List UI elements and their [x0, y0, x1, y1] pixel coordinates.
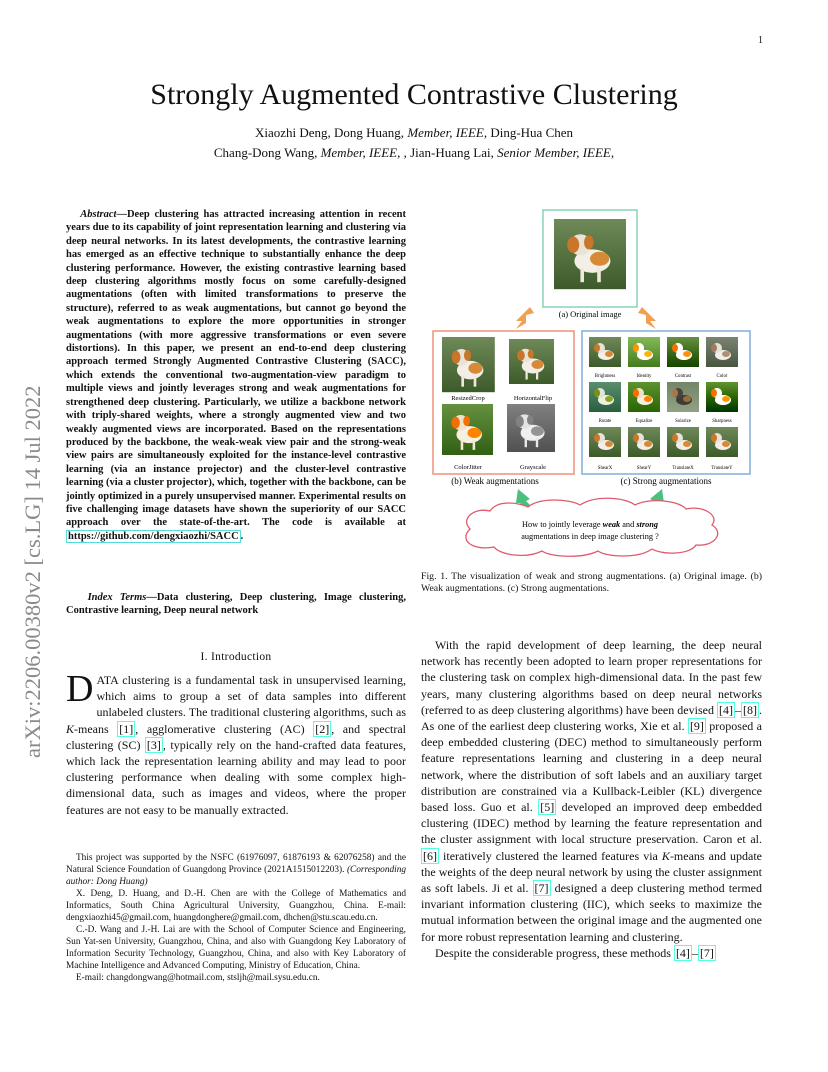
right-column-text: With the rapid development of deep learning, the deep neural network has recently been adopted to learn proper representations for the clustering task on complex high-dimensional data. In the past few years, many clustering algorithms based on deep neural networks (referred to as deep clustering algorithms) have been devised [4] – [8] . As one of the earliest deep clustering works, Xie et al. [9] proposed a deep embedded clustering (DEC) method to simultaneously perform feature representations learning and clustering in a deep neural network, where the distribution of soft labels and an auxiliary target distribution are constrained via a Kullback-Leibler (KL) divergence based loss. Guo et al. [5] developed an improved deep embedded clustering (IDEC) method by learning the feature representation and the cluster assignment with local structure preservation. Caron et al. [6] iteratively clustered the learned features via K-means and update the weights of the deep neural network by using the cluster assignment as soft labels. Ji et al. [7] designed a deep clustering method termed invariant information clustering (IIC), which seeks to maximize the mutual information between the original image and the augmented one for more robust representation learning and clustering. Despite the considerable progress, these methods [4] – [7]	[421, 638, 763, 960]
section-heading: I. Introduction	[200, 651, 272, 663]
question-line2: augmentations in deep image clustering ?	[521, 532, 659, 541]
citation-link[interactable]: [1]	[119, 721, 134, 736]
citation-link[interactable]: [8]	[743, 702, 757, 717]
citation-link[interactable]: [7]	[534, 881, 549, 896]
svg-text:ShearX: ShearX	[597, 466, 613, 471]
svg-text:Sharpness: Sharpness	[712, 419, 732, 424]
citation-link[interactable]: [6]	[423, 848, 437, 863]
svg-text:TranslateY: TranslateY	[711, 466, 733, 471]
original-dog-image	[554, 219, 626, 289]
svg-text:Solarize: Solarize	[675, 419, 691, 424]
question-line1: How to jointly leverage weak and strong	[522, 520, 658, 529]
paper-title: Strongly Augmented Contrastive Clustering	[150, 78, 678, 111]
author-list: Xiaozhi Deng, Dong Huang, Member, IEEE, Ding-Hua Chen Chang-Dong Wang, Member, IEEE, , Jian-Huang Lai, Senior Member, IEEE,	[213, 125, 615, 160]
svg-text:Color: Color	[716, 374, 728, 379]
svg-text:Identity: Identity	[636, 374, 652, 379]
citation-link[interactable]: [4]	[675, 945, 690, 960]
index-terms: Index Terms—Data clustering, Deep clustering, Image clustering, Contrastive learning, Deep neural network	[66, 592, 406, 617]
arrow-right-icon	[638, 307, 656, 329]
arxiv-identifier	[18, 300, 48, 760]
strong-caption: (c) Strong augmentations	[620, 476, 712, 486]
citation-link[interactable]: [3]	[146, 737, 161, 752]
arrow-left-icon	[516, 307, 534, 329]
page-number: 1	[758, 35, 763, 46]
strong-aug-grid	[589, 337, 738, 457]
code-link[interactable]: https://github.com/dengxiaozhi/SACC	[68, 530, 239, 542]
citation-link[interactable]: [4]	[719, 702, 733, 717]
orig-label: (a) Original image	[558, 309, 622, 319]
weak-label-2: ColorJitter	[454, 464, 482, 471]
footnotes: This project was supported by the NSFC (61976097, 61876193 & 62076258) and the Natural Science Foundation of Guangdong Province (2021A1515012203). (Corresponding author: Dong Huang) X. Deng, D. Huang, and D.-H. Chen are with the College of Mathematics and Informatics, South China Agricultural University, Guangzhou, China. E-mail: dengxiaozhi45@gmail.com, huangdonghere@gmail.com, dhchen@stu.scau.edu.cn. C.-D. Wang and J.-H. Lai are with the School of Computer Science and Engineering, Sun Yat-sen University, Guangzhou, China, and also with Guangdong Key Laboratory of Information Security Technology, Guangzhou, China, and also with Key Laboratory of Machine Intelligence and Advanced Computing, Ministry of Education, China. E-mail: changdongwang@hotmail.com, stsljh@mail.sysu.edu.cn.	[66, 853, 406, 983]
weak-label-0: ResizedCrop	[451, 395, 485, 402]
weak-caption: (b) Weak augmentations	[451, 476, 539, 486]
weak-label-3: Grayscale	[520, 464, 546, 471]
citation-link[interactable]: [7]	[699, 945, 714, 960]
figure-1	[430, 207, 762, 562]
svg-text:Brightness: Brightness	[594, 374, 616, 379]
citation-link[interactable]: [2]	[315, 721, 330, 736]
weak-label-1: HorizontalFlip	[513, 395, 553, 402]
intro-paragraph: DATA clustering is a fundamental task in unsupervised learning, which aims to group a set of data samples into different unlabeled clusters. The traditional clustering algorithms, such as K-means [1] , agglomerative clustering (AC) [2] , and spectral clustering (SC) [3] , typically rely on the hand-crafted data features, which lack the representation learning ability and may lead to poor clustering performance when dealing with some complex high-dimensional data, such as images and videos, where the proper features are not easy to be manually extracted.	[66, 668, 407, 817]
svg-text:Equalize: Equalize	[635, 419, 653, 424]
figure-caption: Fig. 1. The visualization of weak and strong augmentations. (a) Original image. (b) Weak augmentations. (c) Strong augmentations.	[421, 571, 762, 595]
svg-text:TranslateX: TranslateX	[672, 466, 694, 471]
citation-link[interactable]: [5]	[540, 800, 555, 815]
abstract: Abstract—Deep clustering has attracted increasing attention in recent years due to its capability of joint representation learning and clustering via deep neural networks. In its latest developments, the contrastive learning has emerged as an effective technique to substantially enhance the deep clustering performance. However, the existing contrastive learning based deep clustering algorithms mostly focus on some carefully-designed augmentations (often with limited transformations to preserve the structure), referred to as weak augmentations, but cannot go beyond the weak augmentations to explore the more opportunities in stronger augmentations (with more aggressive transformations or even severe distortions). In this paper, we present an end-to-end deep clustering approach termed Strongly Augmented Contrastive Clustering (SACC), which extends the conventional two-augmentation-view paradigm to multiple views and jointly leverages strong and weak augmentations for strengthened deep clustering. Particularly, we utilize a backbone network with triply-shared weights, where a strongly augmented view and two weakly augmented views are incorporated. Based on the representations produced by the backbone, the weak-weak view pair and the strong-weak view pairs are simultaneously exploited for the instance-level contrastive learning (via an instance projector) and the cluster-level contrastive learning (via a cluster projector), which, together with the backbone, can be jointly optimized in a purely unsupervised manner. Experimental results on five challenging image datasets have shown the superiority of our SACC approach over the state-of-the-art. The code is available at https://github.com/dengxiaozhi/SACC .	[66, 209, 406, 542]
svg-text:Contrast: Contrast	[674, 374, 692, 379]
citation-link[interactable]: [9]	[689, 719, 704, 734]
abstract-label: Abstract	[80, 209, 117, 220]
arxiv-text: arXiv:2206.00380v2 [cs.LG] 14 Jul 2022	[20, 385, 45, 758]
svg-text:Rotate: Rotate	[598, 419, 612, 424]
svg-text:ShearY: ShearY	[636, 466, 652, 471]
dropcap: D	[66, 668, 94, 710]
